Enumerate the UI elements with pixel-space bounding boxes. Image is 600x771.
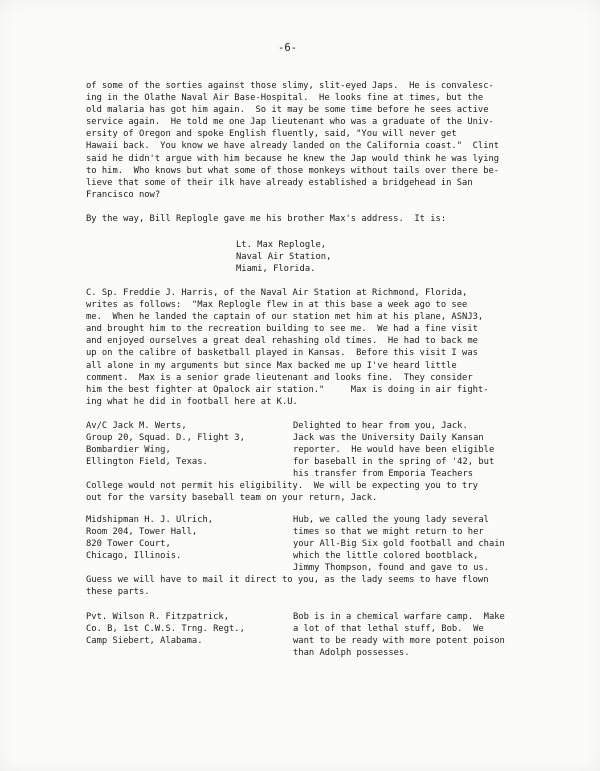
werts-continuation: College would not permit his eligibility. We will be expecting you to try out for the varsity baseball team on your return, Jack. [86,481,478,504]
harris-paragraph: C. Sp. Freddie J. Harris, of the Naval Air Station at Richmond, Florida, writes as follows: "Max Replogle flew in at this base a week ago to see me. When he landed the captain of our station met him at his plane, ASNJ3, and brought him to the recreation building to see me. We had a fine visit and enjoyed ourselves a great deal rehashing old times. He had to back me up on the calibre of basketball played in Kansas. Before this visit I was all alone in my arguments but since Max backed me up I've heard little comment. Max is a senior grade lieutenant and looks fine. They consider him the best fighter at Opalock air station." Max is doing in air fight- ing what he did in football here at K.U. [86,288,489,407]
replogle-address: Lt. Max Replogle, Naval Air Station, Miami, Florida. [236,240,332,275]
fitzpatrick-address: Pvt. Wilson R. Fitzpatrick, Co. B, 1st C.W.S. Trng. Regt., Camp Siebert, Alabama. [86,612,245,647]
ulrich-note: Hub, we called the young lady several times so that we might return to her your All-Big Six gold football and chain which the little colored bootblack, Jimmy Thompson, found and gave to us. [293,515,505,574]
fitzpatrick-note: Bob is in a chemical warfare camp. Make a lot of that lethal stuff, Bob. We want to be ready with more potent poison than Adolph possesses. [293,612,505,659]
werts-note: Delighted to hear from you, Jack. Jack was the University Daily Kansan reporter. He would have been eligible for baseball in the spring of '42, but his transfer from Emporia Teachers [293,421,495,480]
ulrich-address: Midshipman H. J. Ulrich, Room 204, Tower Hall, 820 Tower Court, Chicago, Illinois. [86,515,214,562]
ulrich-continuation: Guess we will have to mail it direct to you, as the lady seems to have flown these parts. [86,575,489,598]
replogle-intro: By the way, Bill Replogle gave me his brother Max's address. It is: [86,214,447,224]
page-number: -6- [278,42,297,54]
werts-address: Av/C Jack M. Werts, Group 20, Squad. D., Flight 3, Bombardier Wing, Ellington Field, Texas. [86,421,245,468]
intro-paragraph: of some of the sorties against those slimy, slit-eyed Japs. He is convalesc- ing in the Olathe Naval Air Base-Hospital. He looks fine at times, but the old malaria has got him again. So it may be some time before he sees active service again. He told me one Jap lieutenant who was a graduate of the Univ- ersity of Oregon and spoke English fluently, said, "You will never get Hawaii back. You know we have already landed on the California coast." Clint said he didn't argue with him because he knew the Jap would think he was lying to him. Who knows but what some of those monkeys without tails over there be- lieve that some of their ilk have already established a bridgehead in San Francisco now? [86,81,500,200]
